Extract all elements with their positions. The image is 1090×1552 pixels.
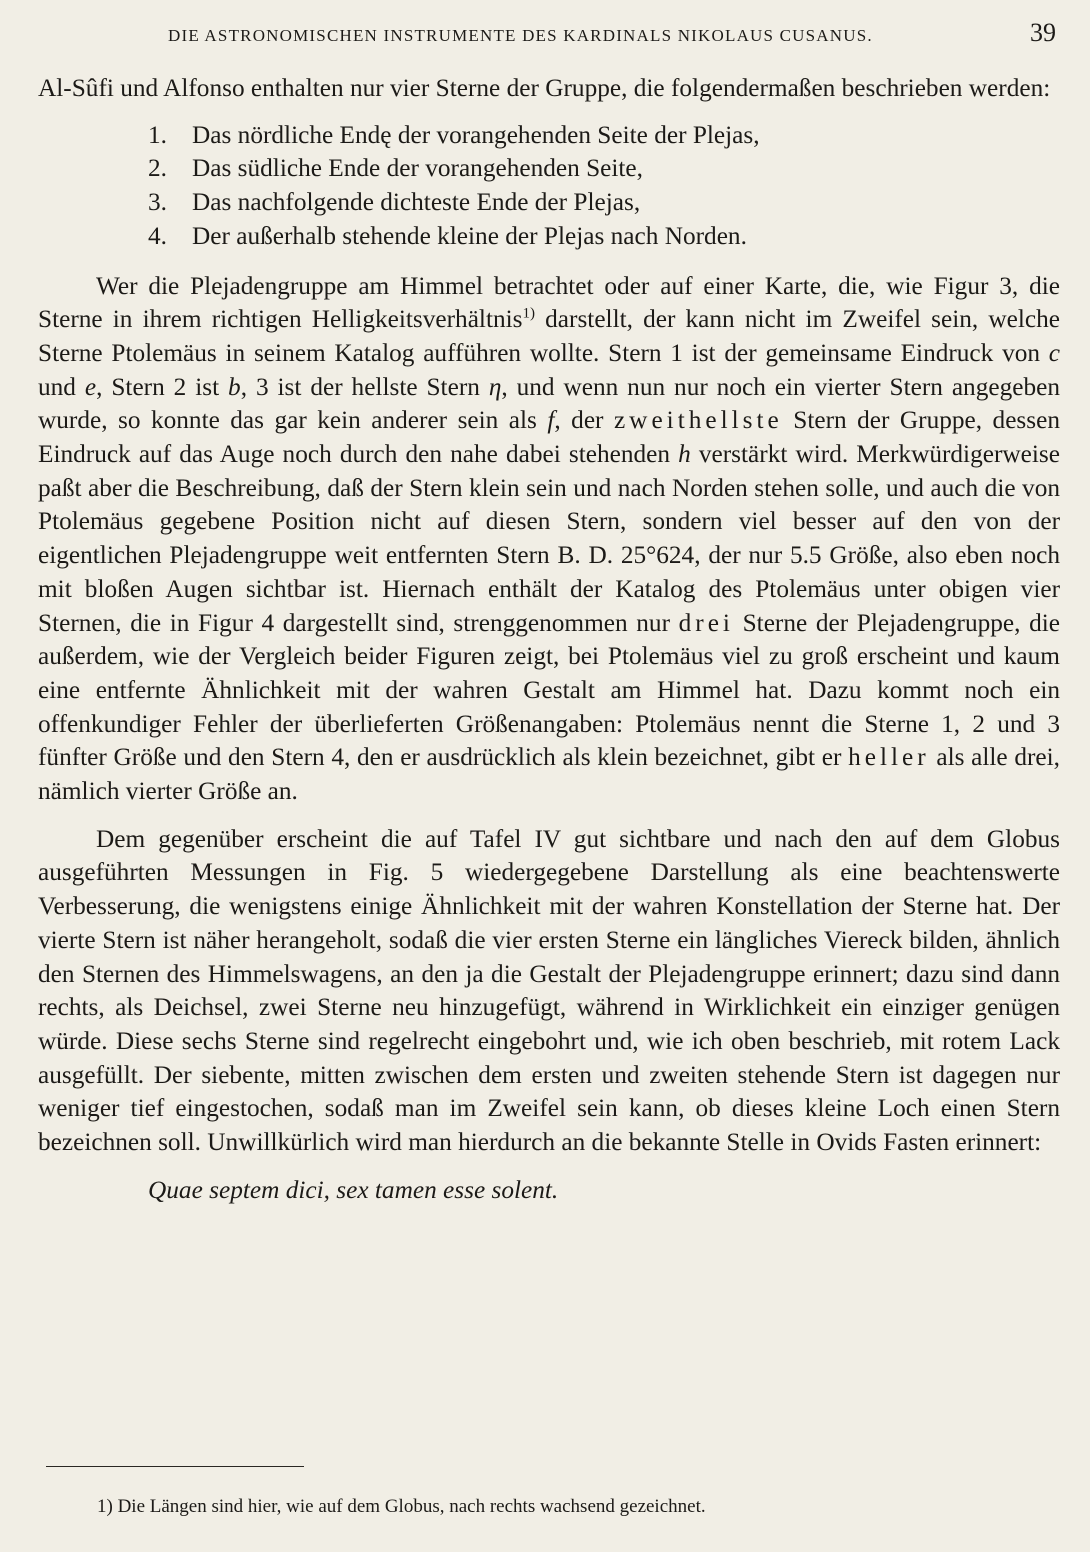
emphasis-spaced: zweithellste <box>613 406 783 435</box>
star-letter: η <box>488 372 502 401</box>
text-run: , und wenn nun nur noch ein vierter Stern angegeben wurde, so konnte das gar kein anderer sein als <box>38 372 1060 435</box>
star-list <box>38 119 1060 254</box>
footnote-reference: 1) <box>522 305 536 322</box>
ovid-quotation: Quae septem dici, sex tamen esse solent. <box>148 1175 559 1204</box>
text-run: als alle drei, nämlich vierter Größe an. <box>38 743 1060 806</box>
paragraph-pleiades-analysis <box>38 270 1060 809</box>
emphasis-spaced: drei <box>678 608 734 637</box>
text-run: und <box>38 372 85 401</box>
list-number: 3. <box>148 188 167 217</box>
page-number: 39 <box>1030 18 1056 47</box>
text-run: Sterne der Plejadengruppe, die außerdem, wie der Vergleich beider Figuren zeigt, bei Ptolemäus viel zu groß erscheint und kaum eine entfernte Ähnlichkeit mit der wahren Gestalt am Himmel hat. Dazu kommt noch ein offenkundiger Fehler der überlieferten Größenangaben: Ptolemäus nennt die Sterne 1, 2 und 3 fünfter Größe und den Stern 4, den er ausdrücklich als klein bezeichnet, gibt er <box>38 608 1060 772</box>
list-text: Der außerhalb stehende kleine der Plejas nach Norden. <box>192 221 747 250</box>
text-run: , der <box>554 406 614 435</box>
paragraph-globe-representation: Dem gegenüber erscheint die auf Tafel IV gut sichtbare und nach den auf dem Globus ausgeführten Messungen in Fig. 5 wiedergegebene Darstellung als eine beachtenswerte Verbesserung, die wenigstens einige Ähnlichkeit mit der wahren Konstellation der Sterne hat. Der vierte Stern ist näher herangeholt, sodaß die vier ersten Sterne ein längliches Viereck bilden, ähnlich den Sternen des Himmelswagens, an den ja die Gestalt der Plejadengruppe erinnert; dazu sind dann rechts, als Deichsel, zwei Sterne neu hinzugefügt, während in Wirklichkeit ein einziger genügen würde. Diese sechs Sterne sind regelrecht eingebohrt und, wie ich oben beschrieb, mit rotem Lack ausgefüllt. Der siebente, mitten zwischen dem ersten und zweiten stehende Stern ist dagegen nur weniger tief eingestochen, sodaß man im Zweifel sein kann, ob dieses kleine Loch einen Stern bezeichnen soll. Unwillkürlich wird man hierdurch an die bekannte Stelle in Ovids Fasten erinnert: <box>38 824 1060 1157</box>
star-letter: f <box>547 406 555 435</box>
text-run: , Stern 2 ist <box>96 372 229 401</box>
star-letter: h <box>678 440 691 469</box>
list-item <box>38 152 1060 186</box>
text-run: darstellt, der kann nicht im Zweifel sein, welche Sterne Ptolemäus in seinem Katalog aufführen wollte. Stern 1 ist der gemeinsame Eindruck von <box>38 305 1060 367</box>
star-letter: c <box>1048 338 1060 367</box>
text-run: Wer die Plejadengruppe am Himmel betrachtet oder auf einer Karte, die, wie Figur 3, die Sterne in ihrem richtigen Helligkeitsverhältnis <box>38 271 1060 334</box>
emphasis-spaced: heller <box>848 743 930 772</box>
list-item <box>38 119 1060 153</box>
intro-paragraph: Al-Sûfi und Alfonso enthalten nur vier Sterne der Gruppe, die folgendermaßen beschrieben werden: <box>38 74 1051 102</box>
running-head <box>0 18 1090 52</box>
text-run: Stern der Gruppe, dessen Eindruck auf das Auge noch durch den nahe dabei stehenden <box>38 406 1060 469</box>
list-text: Das nachfolgende dichteste Ende der Plejas, <box>192 188 641 217</box>
text-run: , 3 ist der hellste Stern <box>240 372 489 401</box>
list-item <box>38 186 1060 220</box>
star-letter: b <box>228 372 241 401</box>
list-item <box>38 220 1060 254</box>
list-text: Das südliche Ende der vorangehenden Seite, <box>192 154 643 183</box>
list-number: 1. <box>148 120 167 149</box>
text-run: verstärkt wird. Merkwürdigerweise paßt aber die Beschreibung, daß der Stern klein sein und nach Norden stehen solle, und auch die von Ptolemäus gegebene Position nicht auf diesen Stern, sondern viel besser auf den von der eigentlichen Plejadengruppe weit entfernten Stern B. D. 25°624, der nur 5.5 Größe, also eben noch mit bloßen Augen sichtbar ist. Hiernach enthält der Katalog des Ptolemäus unter obigen vier Sternen, die in Figur 4 dargestellt sind, strenggenommen nur <box>38 440 1060 637</box>
star-letter: e <box>84 372 97 401</box>
body-text <box>38 72 1060 1208</box>
footnote: 1) Die Längen sind hier, wie auf dem Globus, nach rechts wachsend gezeichnet. <box>97 1496 706 1517</box>
footnote-divider <box>46 1466 304 1467</box>
list-number: 4. <box>148 221 167 250</box>
list-text: Das nördliche Endę der vorangehenden Seite der Plejas, <box>192 120 760 149</box>
running-title: DIE ASTRONOMISCHEN INSTRUMENTE DES KARDINALS NIKOLAUS CUSANUS. <box>168 26 873 45</box>
list-number: 2. <box>148 154 167 183</box>
